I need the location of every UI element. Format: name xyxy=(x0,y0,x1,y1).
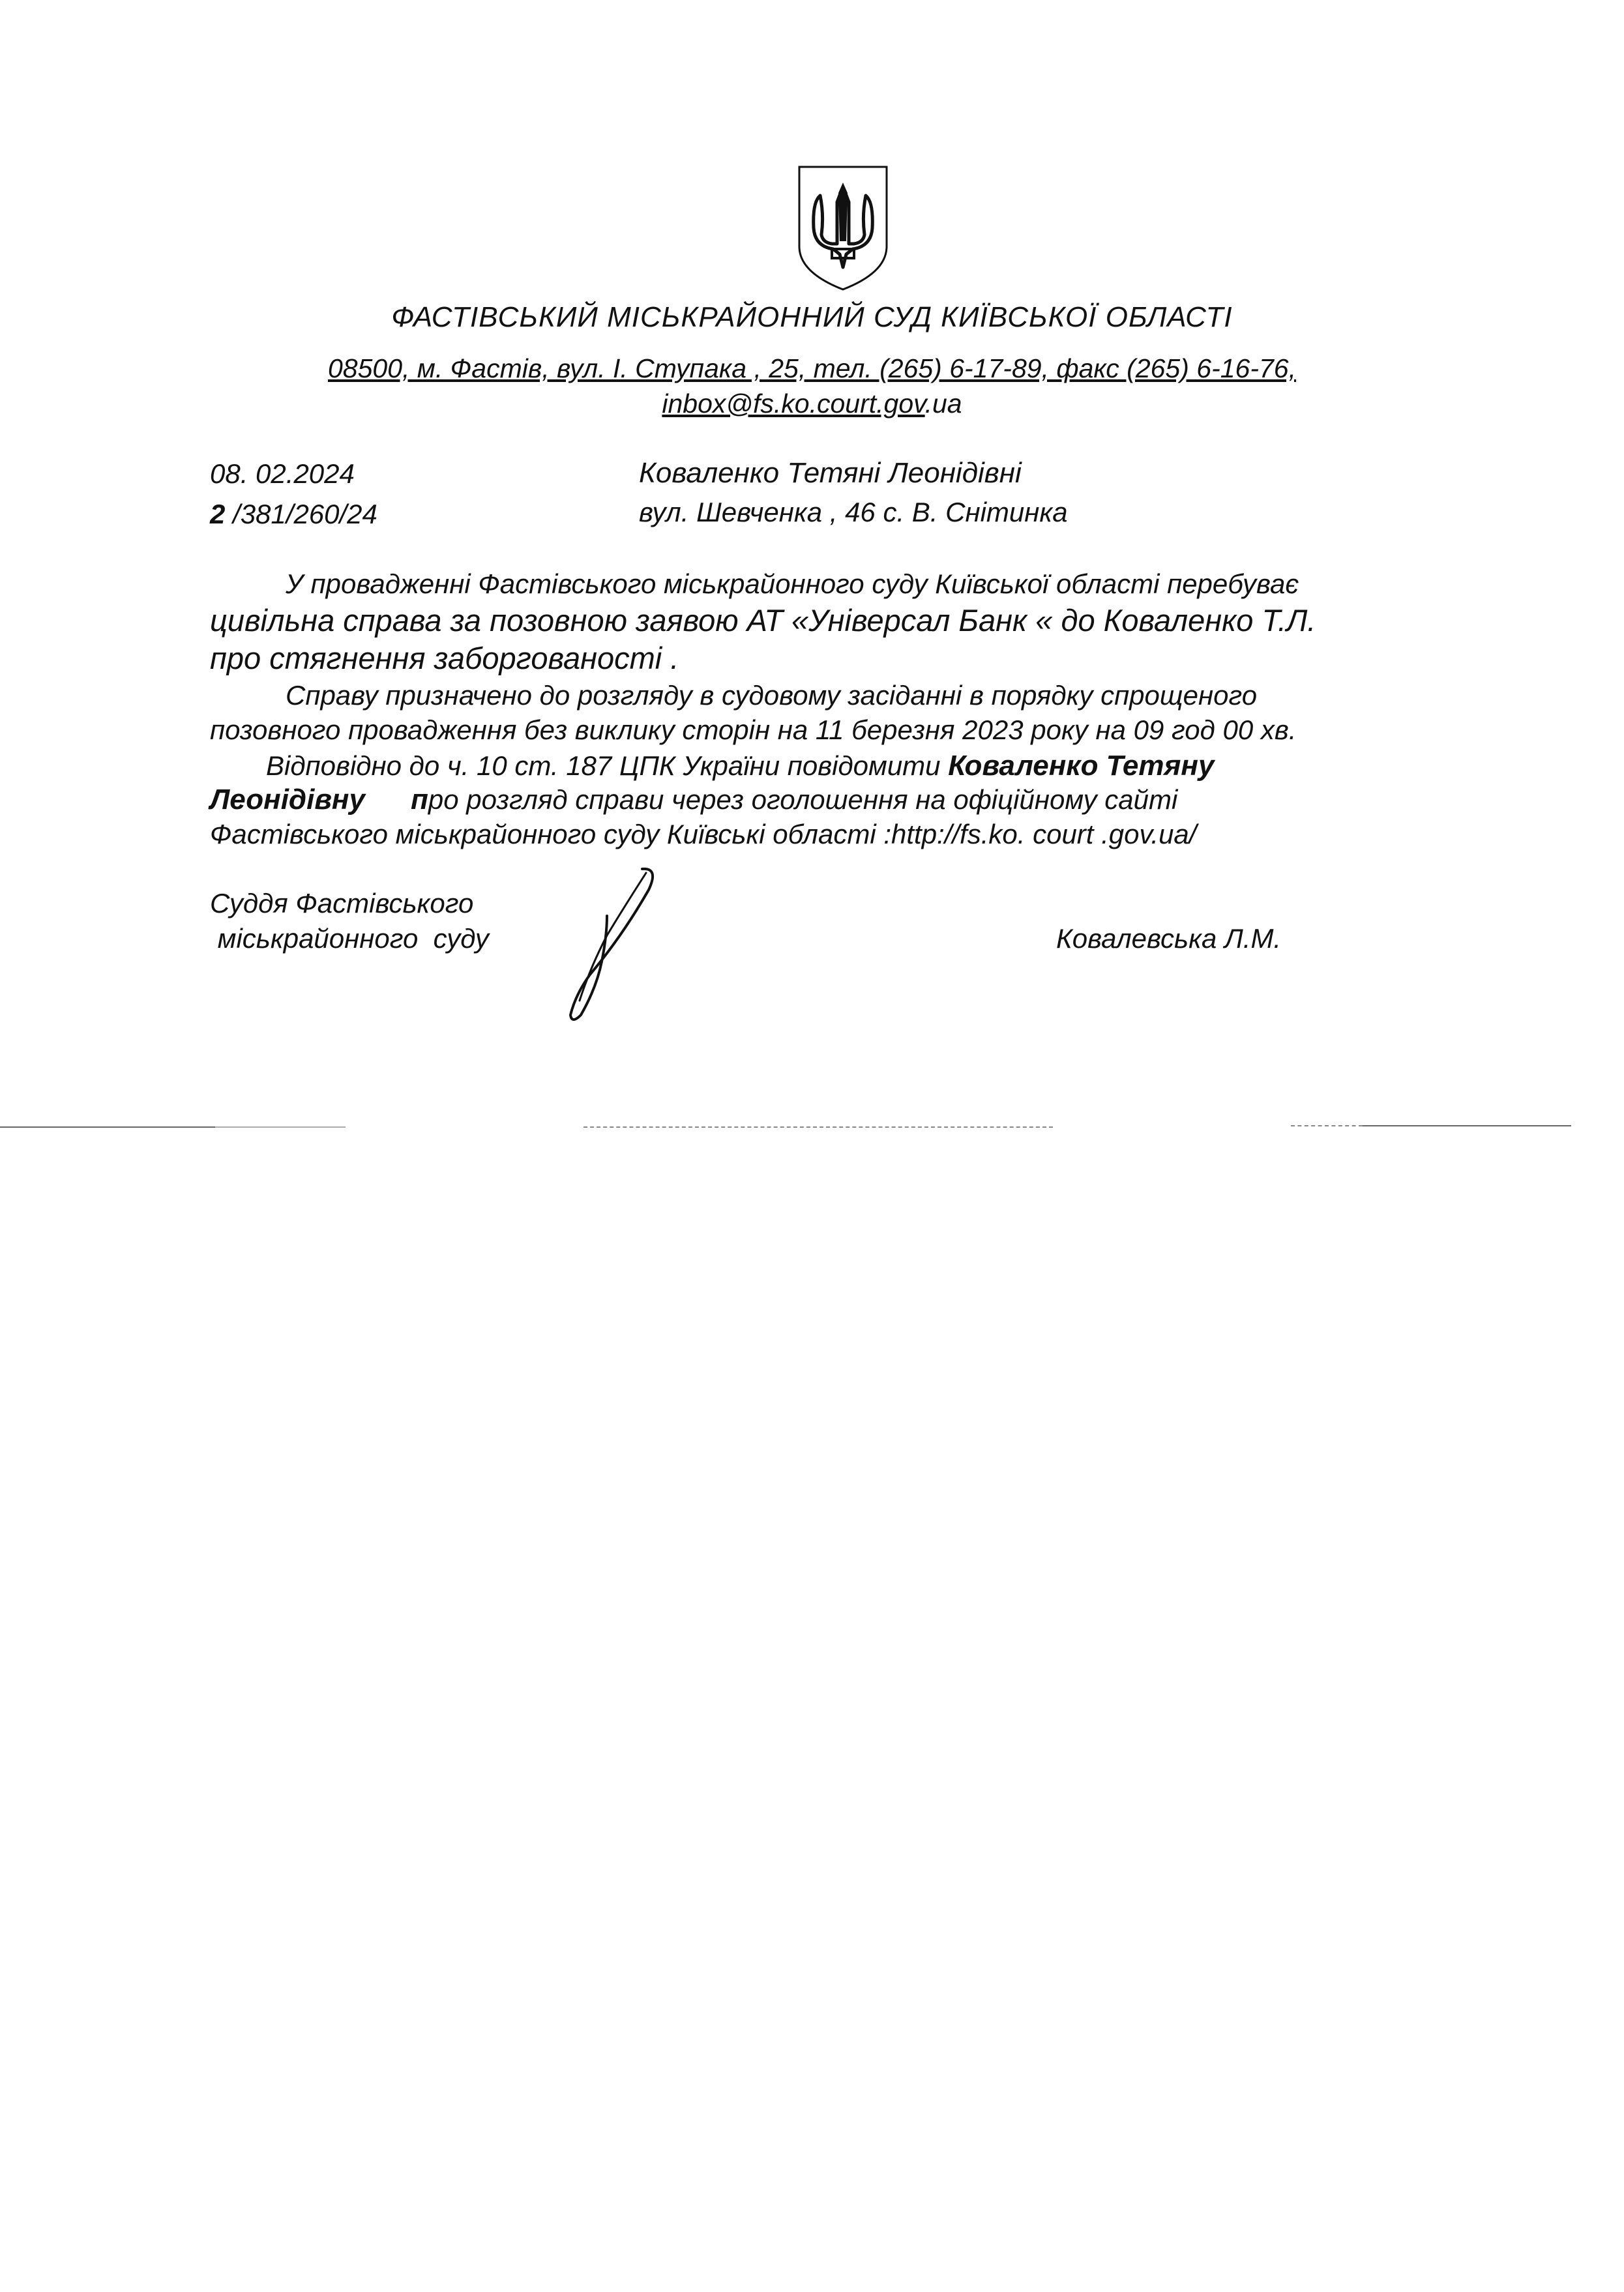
paragraph-1-line-2: цивільна справа за позовною заявою АТ «Універсал Банк « до Коваленко Т.Л. xyxy=(210,603,1316,638)
court-name: ФАСТІВСЬКИЙ МІСЬКРАЙОННИЙ СУД КИЇВСЬКОЇ ОБЛАСТІ xyxy=(391,301,1233,333)
recipient-address: вул. Шевченка , 46 с. В. Снітинка xyxy=(639,497,1068,527)
court-email-link[interactable]: inbox@fs.ko.court.gov xyxy=(662,389,925,419)
judge-name: Ковалевська Л.М. xyxy=(1056,923,1282,954)
handwritten-signature xyxy=(544,864,665,1027)
paragraph-3-line-1 xyxy=(266,750,1214,782)
scan-line-right xyxy=(1363,1125,1571,1126)
letter-number xyxy=(210,499,377,530)
paragraph-3-name-bold: Коваленко Тетяну xyxy=(948,750,1215,782)
paragraph-3-line-2-text: ро розгляд справи через оголошення на офіційному сайті xyxy=(428,784,1178,815)
judge-title-line-1: Суддя Фастівського xyxy=(210,888,474,918)
court-address-text: 08500, м. Фастів, вул. І. Ступака , 25, тел. (265) 6-17-89, факс (265) 6-16-76, xyxy=(328,353,1296,383)
scan-line-left xyxy=(0,1126,215,1128)
letter-date: 08. 02.2024 xyxy=(210,458,355,489)
court-address xyxy=(0,353,1624,384)
paragraph-1-line-1: У провадженні Фастівського міськрайонного суду Київської області перебуває xyxy=(286,568,1299,599)
court-email[interactable] xyxy=(0,389,1624,419)
coat-of-arms-icon xyxy=(794,163,892,293)
paragraph-2-line-1: Справу призначено до розгляду в судовому засіданні в порядку спрощеного xyxy=(286,680,1258,711)
paragraph-3-line-2 xyxy=(210,784,1177,816)
judge-title-line-2: міськрайонного суду xyxy=(210,923,489,954)
letter-number-rest: /381/260/24 xyxy=(225,499,377,529)
paragraph-2-line-2: позовного провадження без виклику сторін на 11 березня 2023 року на 09 год 00 хв. xyxy=(210,714,1297,745)
paragraph-3-patronymic-bold: Леонідівну xyxy=(210,784,365,815)
paragraph-3-line-1-text: Відповідно до ч. 10 ст. 187 ЦПК України повідомити xyxy=(266,750,949,781)
court-email-tail: .ua xyxy=(924,389,962,419)
paragraph-3-bold-letter: п xyxy=(410,784,428,815)
letter-number-prefix: 2 xyxy=(210,499,226,529)
paragraph-1-line-3: про стягнення заборгованості . xyxy=(210,641,679,675)
scan-line-middle xyxy=(583,1126,1053,1128)
scan-line-left-faint xyxy=(215,1126,346,1128)
paragraph-3-line-3: Фастівського міськрайонного суду Київські області :http://fs.ko. court .gov.ua/ xyxy=(210,819,1197,849)
paragraph-3-gap xyxy=(365,784,411,815)
scan-line-right-faint xyxy=(1291,1125,1363,1126)
recipient-name: Коваленко Тетяні Леонідівні xyxy=(639,457,1022,489)
